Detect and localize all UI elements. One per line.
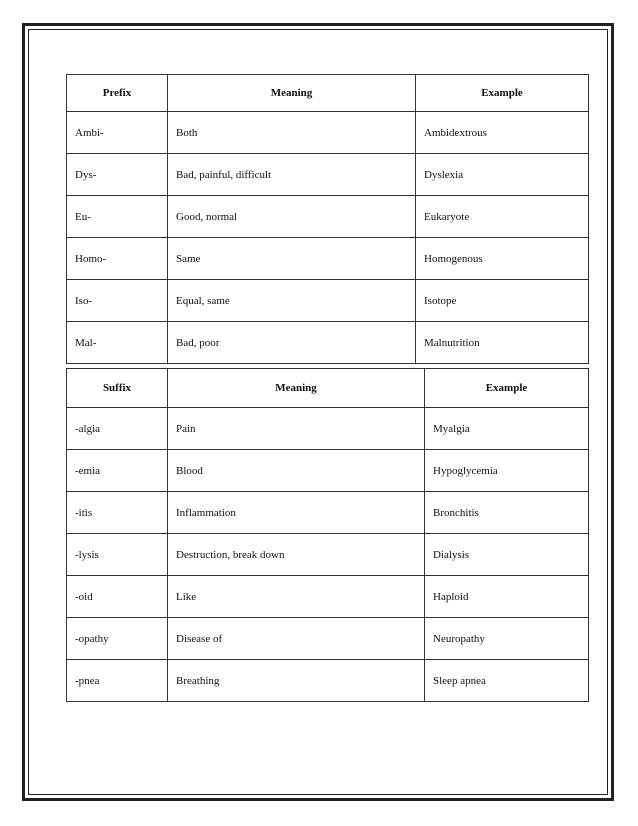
- example-cell: Ambidextrous: [416, 112, 589, 154]
- prefix-table: [66, 74, 589, 364]
- meaning-cell: Blood: [168, 450, 425, 492]
- meaning-cell: Inflammation: [168, 492, 425, 534]
- suffix-cell: -oid: [67, 576, 168, 618]
- example-cell: Homogenous: [416, 238, 589, 280]
- suffix-cell: -lysis: [67, 534, 168, 576]
- suffix-table-header-row: [67, 369, 589, 408]
- suffix-cell: -algia: [67, 408, 168, 450]
- suffix-cell: -itis: [67, 492, 168, 534]
- prefix-cell: Dys-: [67, 154, 168, 196]
- example-cell: Haploid: [425, 576, 589, 618]
- meaning-cell: Both: [168, 112, 416, 154]
- suffix-cell: -pnea: [67, 660, 168, 702]
- suffix-table: [66, 368, 589, 702]
- suffix-cell: -emia: [67, 450, 168, 492]
- table-row: [67, 534, 589, 576]
- suffix-column-header: Suffix: [67, 369, 168, 408]
- meaning-cell: Destruction, break down: [168, 534, 425, 576]
- table-row: [67, 408, 589, 450]
- example-column-header: Example: [425, 369, 589, 408]
- table-row: [67, 450, 589, 492]
- table-row: [67, 238, 589, 280]
- example-cell: Hypoglycemia: [425, 450, 589, 492]
- meaning-cell: Bad, poor: [168, 322, 416, 364]
- meaning-cell: Disease of: [168, 618, 425, 660]
- table-row: [67, 196, 589, 238]
- meaning-cell: Like: [168, 576, 425, 618]
- prefix-cell: Homo-: [67, 238, 168, 280]
- meaning-cell: Breathing: [168, 660, 425, 702]
- table-row: [67, 618, 589, 660]
- prefix-cell: Iso-: [67, 280, 168, 322]
- suffix-cell: -opathy: [67, 618, 168, 660]
- example-cell: Malnutrition: [416, 322, 589, 364]
- prefix-cell: Mal-: [67, 322, 168, 364]
- table-row: [67, 660, 589, 702]
- example-cell: Sleep apnea: [425, 660, 589, 702]
- meaning-cell: Pain: [168, 408, 425, 450]
- prefix-column-header: Prefix: [67, 75, 168, 112]
- example-cell: Myalgia: [425, 408, 589, 450]
- example-cell: Neuropathy: [425, 618, 589, 660]
- table-row: [67, 576, 589, 618]
- example-cell: Bronchitis: [425, 492, 589, 534]
- meaning-column-header: Meaning: [168, 75, 416, 112]
- table-row: [67, 112, 589, 154]
- meaning-cell: Same: [168, 238, 416, 280]
- example-cell: Isotope: [416, 280, 589, 322]
- meaning-cell: Equal, same: [168, 280, 416, 322]
- table-row: [67, 154, 589, 196]
- table-row: [67, 322, 589, 364]
- table-row: [67, 492, 589, 534]
- table-row: [67, 280, 589, 322]
- meaning-column-header: Meaning: [168, 369, 425, 408]
- meaning-cell: Bad, painful, difficult: [168, 154, 416, 196]
- example-cell: Eukaryote: [416, 196, 589, 238]
- prefix-table-header-row: [67, 75, 589, 112]
- prefix-cell: Ambi-: [67, 112, 168, 154]
- meaning-cell: Good, normal: [168, 196, 416, 238]
- example-cell: Dialysis: [425, 534, 589, 576]
- prefix-cell: Eu-: [67, 196, 168, 238]
- example-column-header: Example: [416, 75, 589, 112]
- example-cell: Dyslexia: [416, 154, 589, 196]
